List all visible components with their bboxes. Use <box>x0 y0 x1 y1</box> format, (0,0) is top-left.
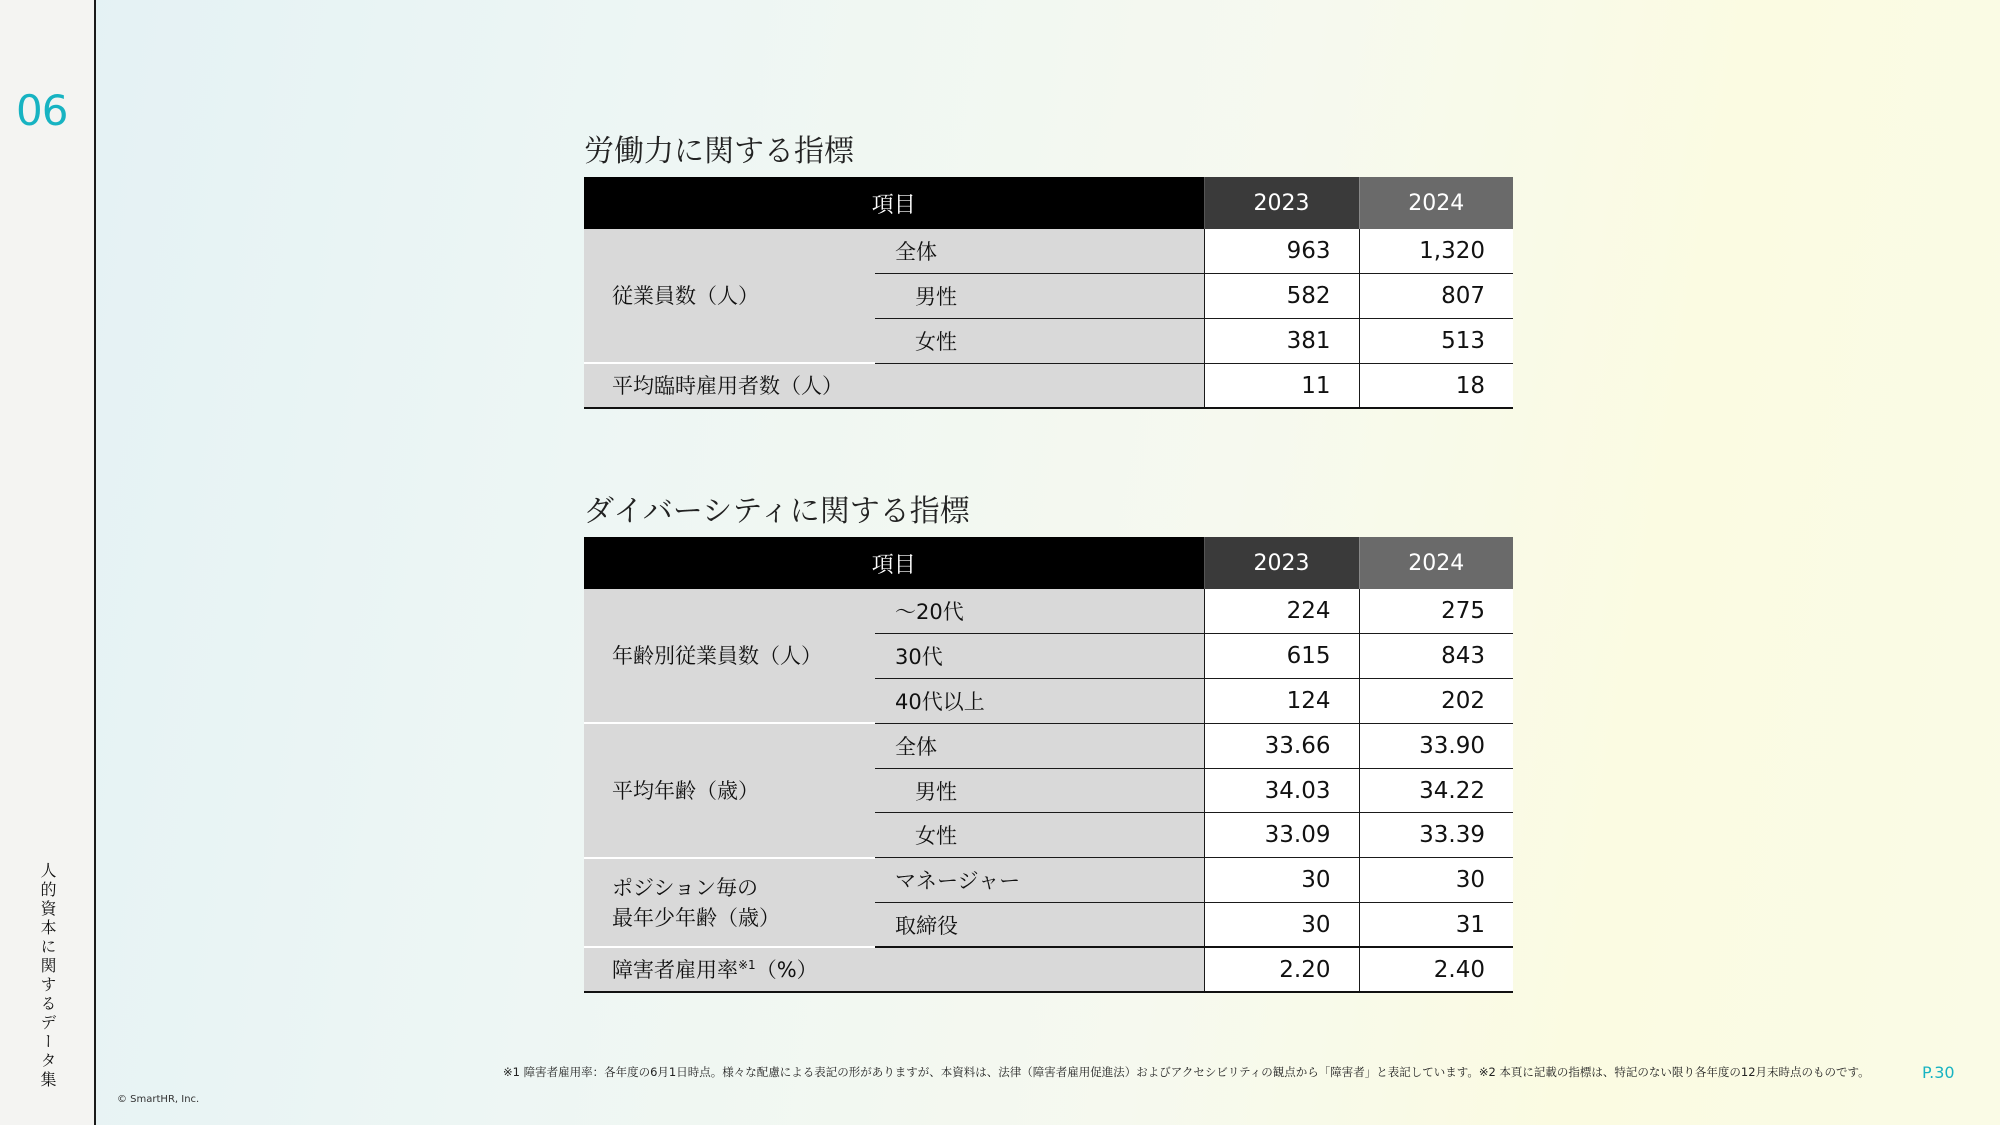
value-2023: 224 <box>1204 589 1359 634</box>
group-label-line2: 最年少年齢（歳） <box>612 905 780 930</box>
row-label: 全体 <box>875 229 1204 274</box>
value-2024: 513 <box>1359 319 1513 364</box>
row-label: 30代 <box>875 634 1204 679</box>
header-2024: 2024 <box>1359 537 1513 589</box>
section-vertical-title: 人的資本に関するデータ集 <box>38 862 57 1090</box>
value-2023: 33.09 <box>1204 813 1359 858</box>
header-2023: 2023 <box>1204 537 1359 589</box>
table-header-row <box>584 177 1513 229</box>
group-label-temporary: 平均臨時雇用者数（人） <box>584 363 1204 408</box>
header-item: 項目 <box>584 177 1204 229</box>
table-row <box>584 723 1513 768</box>
value-2024: 18 <box>1359 363 1513 408</box>
row-label: 女性 <box>875 319 1204 364</box>
value-2024: 33.90 <box>1359 723 1513 768</box>
table-row <box>584 947 1513 992</box>
value-2024: 202 <box>1359 679 1513 724</box>
row-label: 取締役 <box>875 903 1204 948</box>
sidebar <box>0 0 96 1125</box>
table-row <box>584 858 1513 903</box>
row-label: 40代以上 <box>875 679 1204 724</box>
copyright: © SmartHR, Inc. <box>117 1094 200 1105</box>
value-2024: 30 <box>1359 858 1513 903</box>
row-label: 全体 <box>875 723 1204 768</box>
disability-rate-label: 障害者雇用率 <box>612 957 738 982</box>
footnote-marker: ※1 <box>738 957 756 972</box>
labor-table <box>584 177 1513 409</box>
row-label: 〜20代 <box>875 589 1204 634</box>
value-2024: 843 <box>1359 634 1513 679</box>
footnote: ※1 障害者雇用率：各年度の6月1日時点。様々な配慮による表記の形がありますが、本資料は、法律（障害者雇用促進法）およびアクセシビリティの観点から「障害者」と表記しています。※2 本頁に記載の指標は、特記のない限り各年度の12月末時点のものです。 <box>503 1065 1870 1079</box>
group-label-avg-age: 平均年齢（歳） <box>584 723 875 857</box>
value-2023: 11 <box>1204 363 1359 408</box>
value-2024: 34.22 <box>1359 768 1513 813</box>
value-2023: 615 <box>1204 634 1359 679</box>
value-2023: 381 <box>1204 319 1359 364</box>
value-2024: 275 <box>1359 589 1513 634</box>
value-2023: 33.66 <box>1204 723 1359 768</box>
group-label-employees: 従業員数（人） <box>584 229 875 363</box>
group-label-age-employees: 年齢別従業員数（人） <box>584 589 875 723</box>
table-row <box>584 229 1513 274</box>
value-2024: 33.39 <box>1359 813 1513 858</box>
row-label: 男性 <box>875 768 1204 813</box>
value-2023: 582 <box>1204 274 1359 319</box>
value-2023: 30 <box>1204 858 1359 903</box>
value-2024: 1,320 <box>1359 229 1513 274</box>
diversity-section-title: ダイバーシティに関する指標 <box>584 494 970 529</box>
row-label: 男性 <box>875 274 1204 319</box>
value-2024: 807 <box>1359 274 1513 319</box>
value-2024: 2.40 <box>1359 947 1513 992</box>
page-number: P.30 <box>1922 1063 1955 1082</box>
row-label: マネージャー <box>875 858 1204 903</box>
diversity-table <box>584 537 1513 993</box>
header-2023: 2023 <box>1204 177 1359 229</box>
labor-section-title: 労働力に関する指標 <box>584 134 854 169</box>
header-item: 項目 <box>584 537 1204 589</box>
group-label-youngest-by-position <box>584 858 875 948</box>
chapter-number: 06 <box>16 86 68 135</box>
value-2023: 124 <box>1204 679 1359 724</box>
value-2023: 30 <box>1204 903 1359 948</box>
group-label-disability-rate <box>584 947 1204 992</box>
disability-rate-unit: （%） <box>755 957 818 982</box>
header-2024: 2024 <box>1359 177 1513 229</box>
table-header-row <box>584 537 1513 589</box>
table-row <box>584 363 1513 408</box>
value-2023: 2.20 <box>1204 947 1359 992</box>
value-2024: 31 <box>1359 903 1513 948</box>
table-row <box>584 589 1513 634</box>
value-2023: 963 <box>1204 229 1359 274</box>
row-label: 女性 <box>875 813 1204 858</box>
group-label-line1: ポジション毎の <box>612 875 759 900</box>
value-2023: 34.03 <box>1204 768 1359 813</box>
